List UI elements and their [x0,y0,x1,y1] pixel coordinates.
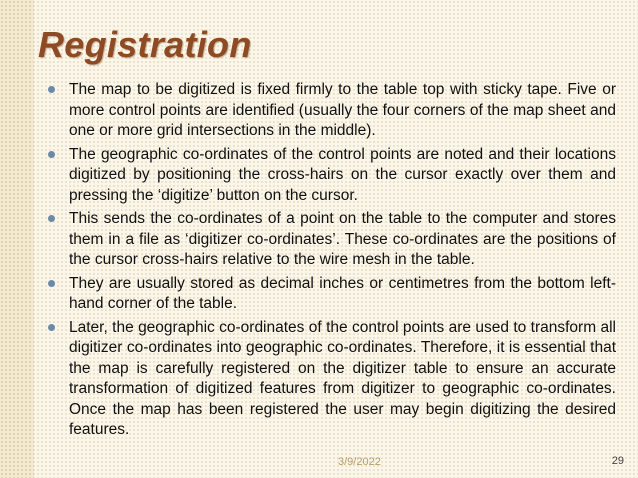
slide-title: Registration [38,24,252,65]
bullet-item [44,209,616,271]
left-decorative-band [0,0,34,478]
bullet-list [44,80,616,444]
bullet-text: They are usually stored as decimal inches or centimetres from the bottom left-hand corner of the table. [69,274,616,312]
bullet-text: Later, the geographic co-ordinates of the control points are used to transform all digitizer co-ordinates into geographic co-ordinates. Therefore, it is essential that the map is carefully registered on the digitizer table to ensure an accurate transformation of digitized features from digitizer to geographic co-ordinates. Once the map has been registered the user may begin digitizing the desired features. [69,318,616,438]
page-number: 29 [611,455,624,467]
bullet-item [44,274,616,315]
bullet-dot-icon [48,324,55,331]
bullet-dot-icon [48,280,55,287]
bullet-dot-icon [48,151,55,158]
bullet-dot-icon [48,215,55,222]
bullet-text: The geographic co-ordinates of the control points are noted and their locations digitized by positioning the cross-hairs on the cursor exactly over them and pressing the ‘digitize’ button on the cursor. [69,145,616,204]
bullet-text: This sends the co-ordinates of a point on the table to the computer and stores them in a file as ‘digitizer co-ordinates’. These co-ordinates are the positions of the cursor cross-hairs relative to the wire mesh in the table. [69,210,616,268]
bullet-item [44,145,616,207]
bullet-item [44,80,616,142]
bullet-item [44,318,616,441]
bullet-dot-icon [48,86,55,93]
footer-date: 3/9/2022 [338,456,381,468]
bullet-text: The map to be digitized is fixed firmly to the table top with sticky tape. Five or more control points are identified (usually the four corners of the map sheet and one or more grid intersections in the middle). [69,81,616,139]
